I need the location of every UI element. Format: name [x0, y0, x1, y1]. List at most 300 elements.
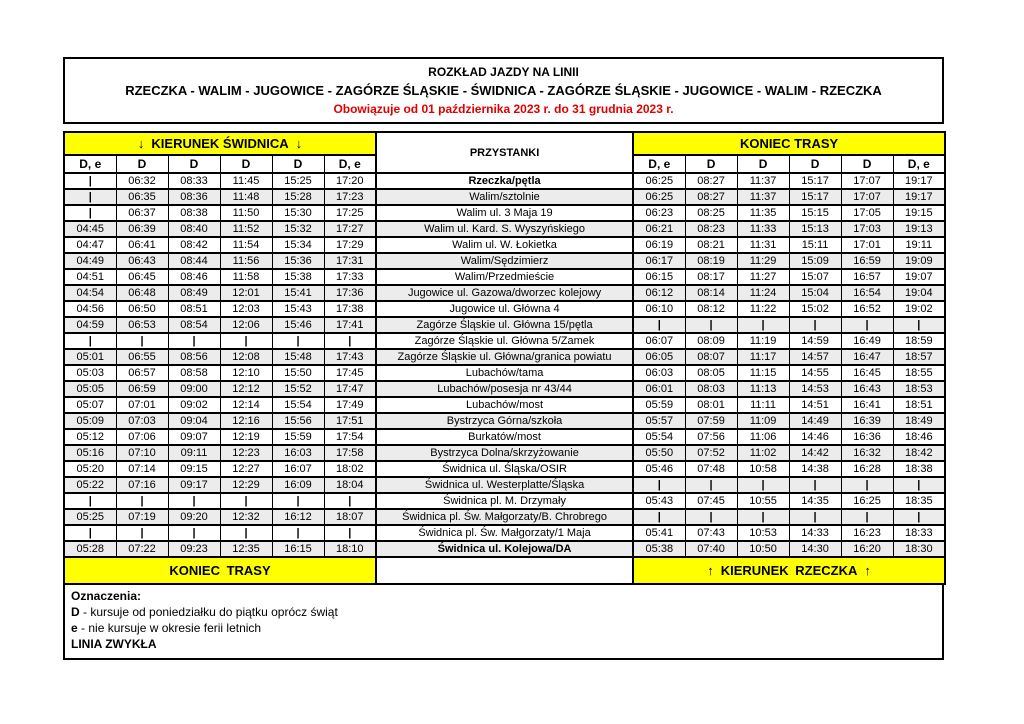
time-cell: 04:54 [64, 285, 116, 301]
time-cell: 19:13 [893, 221, 945, 237]
time-cell: 05:12 [64, 429, 116, 445]
time-cell: | [737, 477, 789, 493]
time-cell: 09:20 [168, 509, 220, 525]
time-cell: | [893, 509, 945, 525]
time-cell: 17:33 [324, 269, 376, 285]
stop-name-cell: Zagórze Śląskie ul. Główna 15/pętla [376, 317, 633, 333]
time-cell: 18:46 [893, 429, 945, 445]
timetable-row [64, 333, 945, 349]
end-of-route-footer-left [64, 557, 376, 584]
time-cell: 18:51 [893, 397, 945, 413]
time-cell: 05:01 [64, 349, 116, 365]
time-cell: 07:48 [685, 461, 737, 477]
timetable-row [64, 301, 945, 317]
time-cell: 11:31 [737, 237, 789, 253]
timetable-body [64, 173, 945, 557]
day-header-cell: D, e [64, 155, 116, 173]
time-cell: 12:01 [220, 285, 272, 301]
time-cell: 19:09 [893, 253, 945, 269]
time-cell: | [685, 509, 737, 525]
stop-name-cell: Burkatów/most [376, 429, 633, 445]
stop-name-cell: Bystrzyca Dolna/skrzyżowanie [376, 445, 633, 461]
time-cell: 06:43 [116, 253, 168, 269]
time-cell: 08:36 [168, 189, 220, 205]
stop-name-cell: Walim/sztolnie [376, 189, 633, 205]
time-cell: 10:50 [737, 541, 789, 557]
time-cell: 16:32 [841, 445, 893, 461]
time-cell: 15:17 [789, 173, 841, 189]
time-cell: 04:59 [64, 317, 116, 333]
stop-name-cell: Świdnica ul. Kolejowa/DA [376, 541, 633, 557]
time-cell: | [324, 493, 376, 509]
time-cell: 05:54 [633, 429, 685, 445]
time-cell: 12:10 [220, 365, 272, 381]
stop-name-cell: Świdnica ul. Śląska/OSIR [376, 461, 633, 477]
timetable-row [64, 237, 945, 253]
time-cell: 12:32 [220, 509, 272, 525]
time-cell: 08:12 [685, 301, 737, 317]
time-cell: 11:15 [737, 365, 789, 381]
timetable-row [64, 381, 945, 397]
time-cell: 11:58 [220, 269, 272, 285]
time-cell: 05:03 [64, 365, 116, 381]
time-cell: 05:07 [64, 397, 116, 413]
time-cell: 17:20 [324, 173, 376, 189]
time-cell: | [324, 525, 376, 541]
time-cell: 18:02 [324, 461, 376, 477]
time-cell: 19:17 [893, 189, 945, 205]
time-cell: 10:58 [737, 461, 789, 477]
time-cell: 08:07 [685, 349, 737, 365]
day-header-cell: D [841, 155, 893, 173]
time-cell: 05:57 [633, 413, 685, 429]
time-cell: 12:03 [220, 301, 272, 317]
time-cell: | [64, 333, 116, 349]
time-cell: | [168, 493, 220, 509]
time-cell: 08:54 [168, 317, 220, 333]
time-cell: 06:32 [116, 173, 168, 189]
day-header-cell: D, e [633, 155, 685, 173]
time-cell: 07:59 [685, 413, 737, 429]
time-cell: 05:50 [633, 445, 685, 461]
time-cell: 11:37 [737, 173, 789, 189]
timetable-row [64, 253, 945, 269]
time-cell: 12:35 [220, 541, 272, 557]
time-cell: 14:49 [789, 413, 841, 429]
legend-description-e: - nie kursuje w okresie ferii letnich [77, 621, 262, 635]
time-cell: | [220, 525, 272, 541]
time-cell: 05:41 [633, 525, 685, 541]
time-cell: 09:23 [168, 541, 220, 557]
time-cell: 05:20 [64, 461, 116, 477]
time-cell: | [220, 333, 272, 349]
time-cell: 05:05 [64, 381, 116, 397]
time-cell: 18:04 [324, 477, 376, 493]
time-cell: 18:59 [893, 333, 945, 349]
time-cell: 05:46 [633, 461, 685, 477]
stop-name-cell: Świdnica pl. Św. Małgorzaty/B. Chrobrego [376, 509, 633, 525]
time-cell: 09:15 [168, 461, 220, 477]
time-cell: 16:47 [841, 349, 893, 365]
time-cell: 17:49 [324, 397, 376, 413]
time-cell: 11:19 [737, 333, 789, 349]
stop-name-cell: Lubachów/posesja nr 43/44 [376, 381, 633, 397]
stop-name-cell: Świdnica ul. Westerplatte/Śląska [376, 477, 633, 493]
legend-item-d [71, 604, 936, 620]
time-cell: 08:19 [685, 253, 737, 269]
time-cell: 07:06 [116, 429, 168, 445]
time-cell: 15:46 [272, 317, 324, 333]
time-cell: 04:51 [64, 269, 116, 285]
time-cell: 15:48 [272, 349, 324, 365]
time-cell: 05:16 [64, 445, 116, 461]
time-cell: 16:49 [841, 333, 893, 349]
time-cell: 14:38 [789, 461, 841, 477]
time-cell: 04:56 [64, 301, 116, 317]
time-cell: 06:25 [633, 173, 685, 189]
time-cell: | [272, 493, 324, 509]
time-cell: 16:03 [272, 445, 324, 461]
time-cell: | [116, 525, 168, 541]
stop-name-cell: Świdnica pl. Św. Małgorzaty/1 Maja [376, 525, 633, 541]
footer-row [64, 557, 945, 584]
stop-name-cell: Walim/Przedmieście [376, 269, 633, 285]
time-cell: 16:54 [841, 285, 893, 301]
time-cell: 06:55 [116, 349, 168, 365]
time-cell: 16:41 [841, 397, 893, 413]
time-cell: 19:04 [893, 285, 945, 301]
time-cell: 14:51 [789, 397, 841, 413]
legend-description-d: - kursuje od poniedziałku do piątku oprócz świąt [79, 605, 338, 619]
day-header-cell: D [789, 155, 841, 173]
timetable-row [64, 221, 945, 237]
timetable-row [64, 365, 945, 381]
time-cell: 08:27 [685, 189, 737, 205]
time-cell: | [789, 509, 841, 525]
time-cell: 06:15 [633, 269, 685, 285]
time-cell: 06:19 [633, 237, 685, 253]
time-cell: 16:43 [841, 381, 893, 397]
time-cell: 18:42 [893, 445, 945, 461]
down-arrow-icon: ↓ [137, 136, 145, 151]
stop-name-cell: Świdnica pl. M. Drzymały [376, 493, 633, 509]
time-cell: 06:48 [116, 285, 168, 301]
time-cell: | [116, 333, 168, 349]
time-cell: 11:11 [737, 397, 789, 413]
time-cell: 11:17 [737, 349, 789, 365]
time-cell: 06:35 [116, 189, 168, 205]
legend-item-e [71, 620, 936, 636]
time-cell: 17:47 [324, 381, 376, 397]
time-cell: 09:02 [168, 397, 220, 413]
time-cell: 15:50 [272, 365, 324, 381]
time-cell: 12:29 [220, 477, 272, 493]
time-cell: | [168, 333, 220, 349]
time-cell: 14:42 [789, 445, 841, 461]
time-cell: | [789, 317, 841, 333]
legend-line-type: LINIA ZWYKŁA [71, 637, 157, 651]
time-cell: 15:04 [789, 285, 841, 301]
time-cell: 18:10 [324, 541, 376, 557]
time-cell: | [841, 317, 893, 333]
timetable-row [64, 493, 945, 509]
time-cell: 12:27 [220, 461, 272, 477]
timetable-row [64, 349, 945, 365]
time-cell: 08:09 [685, 333, 737, 349]
time-cell: 17:58 [324, 445, 376, 461]
time-cell: 15:56 [272, 413, 324, 429]
timetable-row [64, 477, 945, 493]
time-cell: 06:37 [116, 205, 168, 221]
time-cell: 11:27 [737, 269, 789, 285]
day-header-cell: D [737, 155, 789, 173]
time-cell: 11:06 [737, 429, 789, 445]
time-cell: 17:27 [324, 221, 376, 237]
time-cell: 18:38 [893, 461, 945, 477]
time-cell: 16:59 [841, 253, 893, 269]
day-header-cell: D [272, 155, 324, 173]
time-cell: 12:06 [220, 317, 272, 333]
time-cell: 18:35 [893, 493, 945, 509]
time-cell: | [633, 317, 685, 333]
time-cell: 15:32 [272, 221, 324, 237]
validity-period: Obowiązuje od 01 października 2023 r. do 31 grudnia 2023 r. [333, 102, 674, 116]
time-cell: 18:07 [324, 509, 376, 525]
legend-box [63, 585, 944, 660]
time-cell: 05:59 [633, 397, 685, 413]
direction-swidnica-text: KIERUNEK ŚWIDNICA [151, 136, 289, 151]
time-cell: 16:57 [841, 269, 893, 285]
time-cell: | [272, 525, 324, 541]
time-cell: 18:30 [893, 541, 945, 557]
time-cell: | [64, 173, 116, 189]
time-cell: 14:30 [789, 541, 841, 557]
time-cell: 12:14 [220, 397, 272, 413]
time-cell: 07:43 [685, 525, 737, 541]
legend-symbol-e: e [71, 621, 78, 635]
time-cell: 14:53 [789, 381, 841, 397]
time-cell: 05:09 [64, 413, 116, 429]
time-cell: 16:07 [272, 461, 324, 477]
timetable-row [64, 317, 945, 333]
day-header-cell: D [168, 155, 220, 173]
time-cell: 04:45 [64, 221, 116, 237]
time-cell: | [841, 477, 893, 493]
time-cell: 07:52 [685, 445, 737, 461]
time-cell: 19:17 [893, 173, 945, 189]
timetable-row [64, 413, 945, 429]
stops-column-header: PRZYSTANKI [376, 132, 633, 173]
time-cell: 04:49 [64, 253, 116, 269]
time-cell: 16:15 [272, 541, 324, 557]
time-cell: 08:42 [168, 237, 220, 253]
time-cell: 09:11 [168, 445, 220, 461]
time-cell: 06:50 [116, 301, 168, 317]
time-cell: | [633, 477, 685, 493]
time-cell: 15:43 [272, 301, 324, 317]
time-cell: 10:53 [737, 525, 789, 541]
time-cell: 07:45 [685, 493, 737, 509]
time-cell: | [893, 317, 945, 333]
time-cell: 15:59 [272, 429, 324, 445]
time-cell: 11:52 [220, 221, 272, 237]
timetable [63, 131, 946, 585]
time-cell: 17:29 [324, 237, 376, 253]
timetable-row [64, 269, 945, 285]
stop-name-cell: Lubachów/tama [376, 365, 633, 381]
day-header-cell: D [685, 155, 737, 173]
time-cell: 12:12 [220, 381, 272, 397]
down-arrow-icon: ↓ [295, 136, 303, 151]
time-cell: 06:10 [633, 301, 685, 317]
time-cell: 06:25 [633, 189, 685, 205]
footer-empty-cell [376, 557, 633, 584]
time-cell: 17:38 [324, 301, 376, 317]
time-cell: | [789, 477, 841, 493]
time-cell: 07:03 [116, 413, 168, 429]
time-cell: 18:57 [893, 349, 945, 365]
time-cell: 09:04 [168, 413, 220, 429]
time-cell: 08:23 [685, 221, 737, 237]
timetable-sheet [63, 57, 944, 660]
time-cell: 11:24 [737, 285, 789, 301]
time-cell: 14:46 [789, 429, 841, 445]
time-cell: 07:19 [116, 509, 168, 525]
time-cell: | [737, 509, 789, 525]
time-cell: 12:16 [220, 413, 272, 429]
time-cell: 15:34 [272, 237, 324, 253]
time-cell: 06:05 [633, 349, 685, 365]
up-arrow-icon: ↑ [707, 563, 714, 578]
legend-symbol-d: D [71, 605, 80, 619]
time-cell: 18:33 [893, 525, 945, 541]
day-header-cell: D [116, 155, 168, 173]
time-cell: 05:22 [64, 477, 116, 493]
time-cell: 11:02 [737, 445, 789, 461]
timetable-row [64, 509, 945, 525]
timetable-row [64, 285, 945, 301]
time-cell: 08:56 [168, 349, 220, 365]
time-cell: 17:01 [841, 237, 893, 253]
time-cell: 05:43 [633, 493, 685, 509]
stop-name-cell: Jugowice ul. Główna 4 [376, 301, 633, 317]
time-cell: | [841, 509, 893, 525]
time-cell: 08:17 [685, 269, 737, 285]
time-cell: 17:41 [324, 317, 376, 333]
time-cell: 18:53 [893, 381, 945, 397]
time-cell: | [737, 317, 789, 333]
time-cell: 08:05 [685, 365, 737, 381]
time-cell: 06:01 [633, 381, 685, 397]
time-cell: 17:54 [324, 429, 376, 445]
time-cell: 16:25 [841, 493, 893, 509]
direction-rzeczka-text: KIERUNEK RZECZKA [720, 563, 858, 578]
time-cell: 17:07 [841, 189, 893, 205]
time-cell: 17:45 [324, 365, 376, 381]
time-cell: 14:57 [789, 349, 841, 365]
time-cell: 18:55 [893, 365, 945, 381]
time-cell: 06:12 [633, 285, 685, 301]
time-cell: 14:35 [789, 493, 841, 509]
stop-name-cell: Lubachów/most [376, 397, 633, 413]
time-cell: 17:43 [324, 349, 376, 365]
time-cell: | [685, 317, 737, 333]
time-cell: 17:23 [324, 189, 376, 205]
time-cell: 07:14 [116, 461, 168, 477]
time-cell: 15:28 [272, 189, 324, 205]
time-cell: | [64, 525, 116, 541]
timetable-row [64, 205, 945, 221]
time-cell: 15:36 [272, 253, 324, 269]
time-cell: 12:19 [220, 429, 272, 445]
time-cell: 06:07 [633, 333, 685, 349]
stop-name-cell: Rzeczka/pętla [376, 173, 633, 189]
time-cell: 15:02 [789, 301, 841, 317]
time-cell: 17:07 [841, 173, 893, 189]
time-cell: 15:07 [789, 269, 841, 285]
time-cell: 07:22 [116, 541, 168, 557]
time-cell: 08:49 [168, 285, 220, 301]
time-cell: 16:20 [841, 541, 893, 557]
route-title: RZECZKA - WALIM - JUGOWICE - ZAGÓRZE ŚLĄSKIE - ŚWIDNICA - ZAGÓRZE ŚLĄSKIE - JUGOWICE - WALIM - RZECZKA [125, 83, 882, 98]
time-cell: 11:50 [220, 205, 272, 221]
stop-name-cell: Walim ul. 3 Maja 19 [376, 205, 633, 221]
time-cell: 17:25 [324, 205, 376, 221]
time-cell: 15:15 [789, 205, 841, 221]
direction-header-row [64, 132, 945, 155]
direction-rzeczka-footer [633, 557, 945, 584]
time-cell: 15:41 [272, 285, 324, 301]
time-cell: 07:56 [685, 429, 737, 445]
time-cell: 06:41 [116, 237, 168, 253]
time-cell: 05:38 [633, 541, 685, 557]
time-cell: | [64, 205, 116, 221]
stop-name-cell: Walim/Sędzimierz [376, 253, 633, 269]
time-cell: 15:11 [789, 237, 841, 253]
time-cell: | [116, 493, 168, 509]
time-cell: 15:13 [789, 221, 841, 237]
stop-name-cell: Zagórze Śląskie ul. Główna/granica powiatu [376, 349, 633, 365]
time-cell: 08:44 [168, 253, 220, 269]
time-cell: 08:03 [685, 381, 737, 397]
timetable-row [64, 445, 945, 461]
time-cell: 07:01 [116, 397, 168, 413]
time-cell: 15:09 [789, 253, 841, 269]
time-cell: 06:21 [633, 221, 685, 237]
timetable-row [64, 525, 945, 541]
time-cell: 06:57 [116, 365, 168, 381]
time-cell: 11:33 [737, 221, 789, 237]
time-cell: | [220, 493, 272, 509]
timetable-row [64, 541, 945, 557]
time-cell: 06:23 [633, 205, 685, 221]
time-cell: 05:28 [64, 541, 116, 557]
time-cell: 15:38 [272, 269, 324, 285]
time-cell: 08:58 [168, 365, 220, 381]
up-arrow-icon: ↑ [864, 563, 871, 578]
time-cell: 06:45 [116, 269, 168, 285]
time-cell: 09:07 [168, 429, 220, 445]
time-cell: 17:31 [324, 253, 376, 269]
day-header-cell: D, e [893, 155, 945, 173]
time-cell: 18:49 [893, 413, 945, 429]
time-cell: 12:23 [220, 445, 272, 461]
day-header-cell: D, e [324, 155, 376, 173]
timetable-row [64, 429, 945, 445]
timetable-title-box [63, 57, 944, 124]
time-cell: 15:25 [272, 173, 324, 189]
stop-name-cell: Walim ul. W. Łokietka [376, 237, 633, 253]
